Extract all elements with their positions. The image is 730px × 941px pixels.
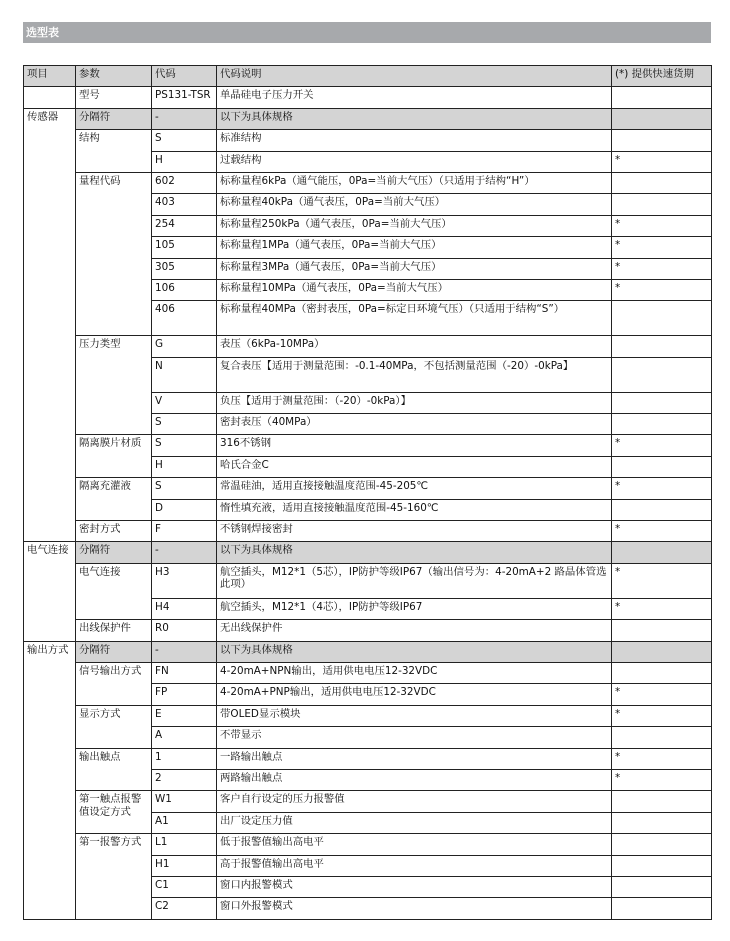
code-cell: FP — [152, 684, 217, 705]
code-desc-cell: 316不锈钢 — [217, 435, 612, 456]
table-row — [24, 748, 712, 769]
quick-delivery-cell — [612, 392, 712, 413]
separator-param: 分隔符 — [76, 108, 152, 129]
quick-delivery-cell — [612, 499, 712, 520]
code-desc-cell: 密封表压（40MPa） — [217, 414, 612, 435]
code-desc-cell: 不带显示 — [217, 727, 612, 748]
quick-delivery-cell — [612, 357, 712, 392]
code-cell: W1 — [152, 791, 217, 812]
code-cell: H — [152, 456, 217, 477]
quick-delivery-cell — [612, 130, 712, 151]
separator-code: - — [152, 641, 217, 662]
code-desc-cell: 带OLED显示模块 — [217, 705, 612, 726]
category-cell: 传感器 — [24, 108, 76, 542]
code-cell: H — [152, 151, 217, 172]
quick-delivery-cell — [612, 727, 712, 748]
section-title-bar — [23, 22, 711, 43]
category-cell: 电气连接 — [24, 542, 76, 641]
code-desc-cell: 窗口外报警模式 — [217, 898, 612, 919]
code-cell: S — [152, 435, 217, 456]
code-cell: E — [152, 705, 217, 726]
quick-delivery-cell — [612, 172, 712, 193]
header-param: 参数 — [76, 66, 152, 87]
separator-desc: 以下为具体规格 — [217, 108, 612, 129]
param-cell: 密封方式 — [76, 521, 152, 542]
code-cell: FN — [152, 662, 217, 683]
code-desc-cell: 客户自行设定的压力报警值 — [217, 791, 612, 812]
separator-row — [24, 108, 712, 129]
param-cell: 第一触点报警值设定方式 — [76, 791, 152, 834]
section-title: 选型表 — [26, 26, 59, 39]
quick-delivery-cell — [612, 336, 712, 357]
code-cell: H1 — [152, 855, 217, 876]
quick-delivery-cell: * — [612, 237, 712, 258]
code-desc-cell: 4-20mA+PNP输出，适用供电电压12-32VDC — [217, 684, 612, 705]
code-desc-cell: 不锈钢焊接密封 — [217, 521, 612, 542]
code-desc-cell: 过载结构 — [217, 151, 612, 172]
table-row — [24, 521, 712, 542]
code-cell: F — [152, 521, 217, 542]
code-cell: S — [152, 414, 217, 435]
table-row — [24, 435, 712, 456]
header-quick-delivery: (*) 提供快速货期 — [612, 66, 712, 87]
table-header-row — [24, 66, 712, 87]
param-cell: 第一报警方式 — [76, 834, 152, 920]
table-row — [24, 478, 712, 499]
model-star — [612, 87, 712, 108]
separator-star — [612, 641, 712, 662]
code-cell: R0 — [152, 620, 217, 641]
quick-delivery-cell: * — [612, 215, 712, 236]
code-desc-cell: 惰性填充液，适用直接接触温度范围-45-160℃ — [217, 499, 612, 520]
code-desc-cell: 低于报警值输出高电平 — [217, 834, 612, 855]
code-cell: A — [152, 727, 217, 748]
model-item-cell — [24, 87, 76, 108]
separator-param: 分隔符 — [76, 542, 152, 563]
quick-delivery-cell — [612, 812, 712, 833]
quick-delivery-cell — [612, 876, 712, 897]
code-desc-cell: 无出线保护件 — [217, 620, 612, 641]
param-cell: 信号输出方式 — [76, 662, 152, 705]
param-cell: 量程代码 — [76, 172, 152, 335]
param-cell: 压力类型 — [76, 336, 152, 435]
quick-delivery-cell: * — [612, 684, 712, 705]
code-desc-cell: 标称量程40kPa（通气表压，0Pa=当前大气压） — [217, 194, 612, 215]
code-cell: 105 — [152, 237, 217, 258]
code-desc-cell: 高于报警值输出高电平 — [217, 855, 612, 876]
code-cell: C1 — [152, 876, 217, 897]
param-cell: 显示方式 — [76, 705, 152, 748]
param-cell: 结构 — [76, 130, 152, 173]
table-row — [24, 834, 712, 855]
separator-desc: 以下为具体规格 — [217, 641, 612, 662]
param-cell: 输出触点 — [76, 748, 152, 791]
code-desc-cell: 航空插头，M12*1（5芯），IP防护等级IP67（输出信号为：4-20mA+2 路晶体管选此项） — [217, 563, 612, 598]
quick-delivery-cell — [612, 414, 712, 435]
model-row — [24, 87, 712, 108]
code-cell: G — [152, 336, 217, 357]
header-code: 代码 — [152, 66, 217, 87]
code-desc-cell: 标称量程250kPa（通气表压，0Pa=当前大气压） — [217, 215, 612, 236]
quick-delivery-cell: * — [612, 279, 712, 300]
quick-delivery-cell: * — [612, 748, 712, 769]
code-cell: H3 — [152, 563, 217, 598]
quick-delivery-cell: * — [612, 151, 712, 172]
code-desc-cell: 一路输出触点 — [217, 748, 612, 769]
param-cell: 隔离充灌液 — [76, 478, 152, 521]
table-row — [24, 336, 712, 357]
code-cell: S — [152, 478, 217, 499]
code-cell: 305 — [152, 258, 217, 279]
code-desc-cell: 标称量程10MPa（通气表压，0Pa=当前大气压） — [217, 279, 612, 300]
code-cell: N — [152, 357, 217, 392]
code-desc-cell: 标称量程3MPa（通气表压，0Pa=当前大气压） — [217, 258, 612, 279]
code-cell: 602 — [152, 172, 217, 193]
code-cell: A1 — [152, 812, 217, 833]
separator-star — [612, 542, 712, 563]
code-cell: L1 — [152, 834, 217, 855]
code-desc-cell: 标称量程6kPa（通气能压，0Pa=当前大气压）（只适用于结构“H”） — [217, 172, 612, 193]
code-desc-cell: 标称量程1MPa（通气表压，0Pa=当前大气压） — [217, 237, 612, 258]
code-cell: H4 — [152, 598, 217, 619]
code-cell: D — [152, 499, 217, 520]
header-item: 项目 — [24, 66, 76, 87]
param-cell: 出线保护件 — [76, 620, 152, 641]
code-cell: S — [152, 130, 217, 151]
quick-delivery-cell: * — [612, 521, 712, 542]
separator-row — [24, 641, 712, 662]
table-row — [24, 662, 712, 683]
quick-delivery-cell — [612, 791, 712, 812]
separator-star — [612, 108, 712, 129]
code-cell: 254 — [152, 215, 217, 236]
model-param: 型号 — [76, 87, 152, 108]
code-desc-cell: 标称量程40MPa（密封表压，0Pa=标定日环境气压）（只适用于结构“S”） — [217, 301, 612, 336]
separator-code: - — [152, 542, 217, 563]
code-desc-cell: 标准结构 — [217, 130, 612, 151]
table-row — [24, 791, 712, 812]
table-row — [24, 563, 712, 598]
separator-row — [24, 542, 712, 563]
quick-delivery-cell — [612, 898, 712, 919]
param-cell: 隔离膜片材质 — [76, 435, 152, 478]
code-desc-cell: 两路输出触点 — [217, 769, 612, 790]
quick-delivery-cell — [612, 456, 712, 477]
selection-table — [23, 65, 712, 920]
quick-delivery-cell — [612, 662, 712, 683]
param-cell: 电气连接 — [76, 563, 152, 619]
category-cell: 输出方式 — [24, 641, 76, 919]
code-desc-cell: 窗口内报警模式 — [217, 876, 612, 897]
model-desc: 单晶硅电子压力开关 — [217, 87, 612, 108]
code-cell: V — [152, 392, 217, 413]
quick-delivery-cell — [612, 855, 712, 876]
quick-delivery-cell — [612, 834, 712, 855]
code-cell: 2 — [152, 769, 217, 790]
quick-delivery-cell — [612, 620, 712, 641]
code-desc-cell: 4-20mA+NPN输出，适用供电电压12-32VDC — [217, 662, 612, 683]
quick-delivery-cell: * — [612, 258, 712, 279]
quick-delivery-cell: * — [612, 598, 712, 619]
code-desc-cell: 复合表压【适用于测量范围：-0.1-40MPa，不包括测量范围（-20）-0kPa】 — [217, 357, 612, 392]
code-desc-cell: 航空插头，M12*1（4芯），IP防护等级IP67 — [217, 598, 612, 619]
quick-delivery-cell — [612, 301, 712, 336]
code-desc-cell: 出厂设定压力值 — [217, 812, 612, 833]
header-code-desc: 代码说明 — [217, 66, 612, 87]
quick-delivery-cell: * — [612, 769, 712, 790]
code-cell: 1 — [152, 748, 217, 769]
quick-delivery-cell: * — [612, 435, 712, 456]
table-row — [24, 172, 712, 193]
code-cell: 403 — [152, 194, 217, 215]
code-cell: 406 — [152, 301, 217, 336]
table-row — [24, 705, 712, 726]
code-cell: 106 — [152, 279, 217, 300]
model-code: PS131-TSR — [152, 87, 217, 108]
code-desc-cell: 负压【适用于测量范围：（-20）-0kPa）】 — [217, 392, 612, 413]
code-cell: C2 — [152, 898, 217, 919]
code-desc-cell: 常温硅油，适用直接接触温度范围-45-205℃ — [217, 478, 612, 499]
quick-delivery-cell: * — [612, 563, 712, 598]
table-row — [24, 130, 712, 151]
quick-delivery-cell: * — [612, 478, 712, 499]
table-row — [24, 620, 712, 641]
quick-delivery-cell: * — [612, 705, 712, 726]
code-desc-cell: 哈氏合金C — [217, 456, 612, 477]
separator-code: - — [152, 108, 217, 129]
separator-param: 分隔符 — [76, 641, 152, 662]
quick-delivery-cell — [612, 194, 712, 215]
separator-desc: 以下为具体规格 — [217, 542, 612, 563]
code-desc-cell: 表压（6kPa-10MPa） — [217, 336, 612, 357]
